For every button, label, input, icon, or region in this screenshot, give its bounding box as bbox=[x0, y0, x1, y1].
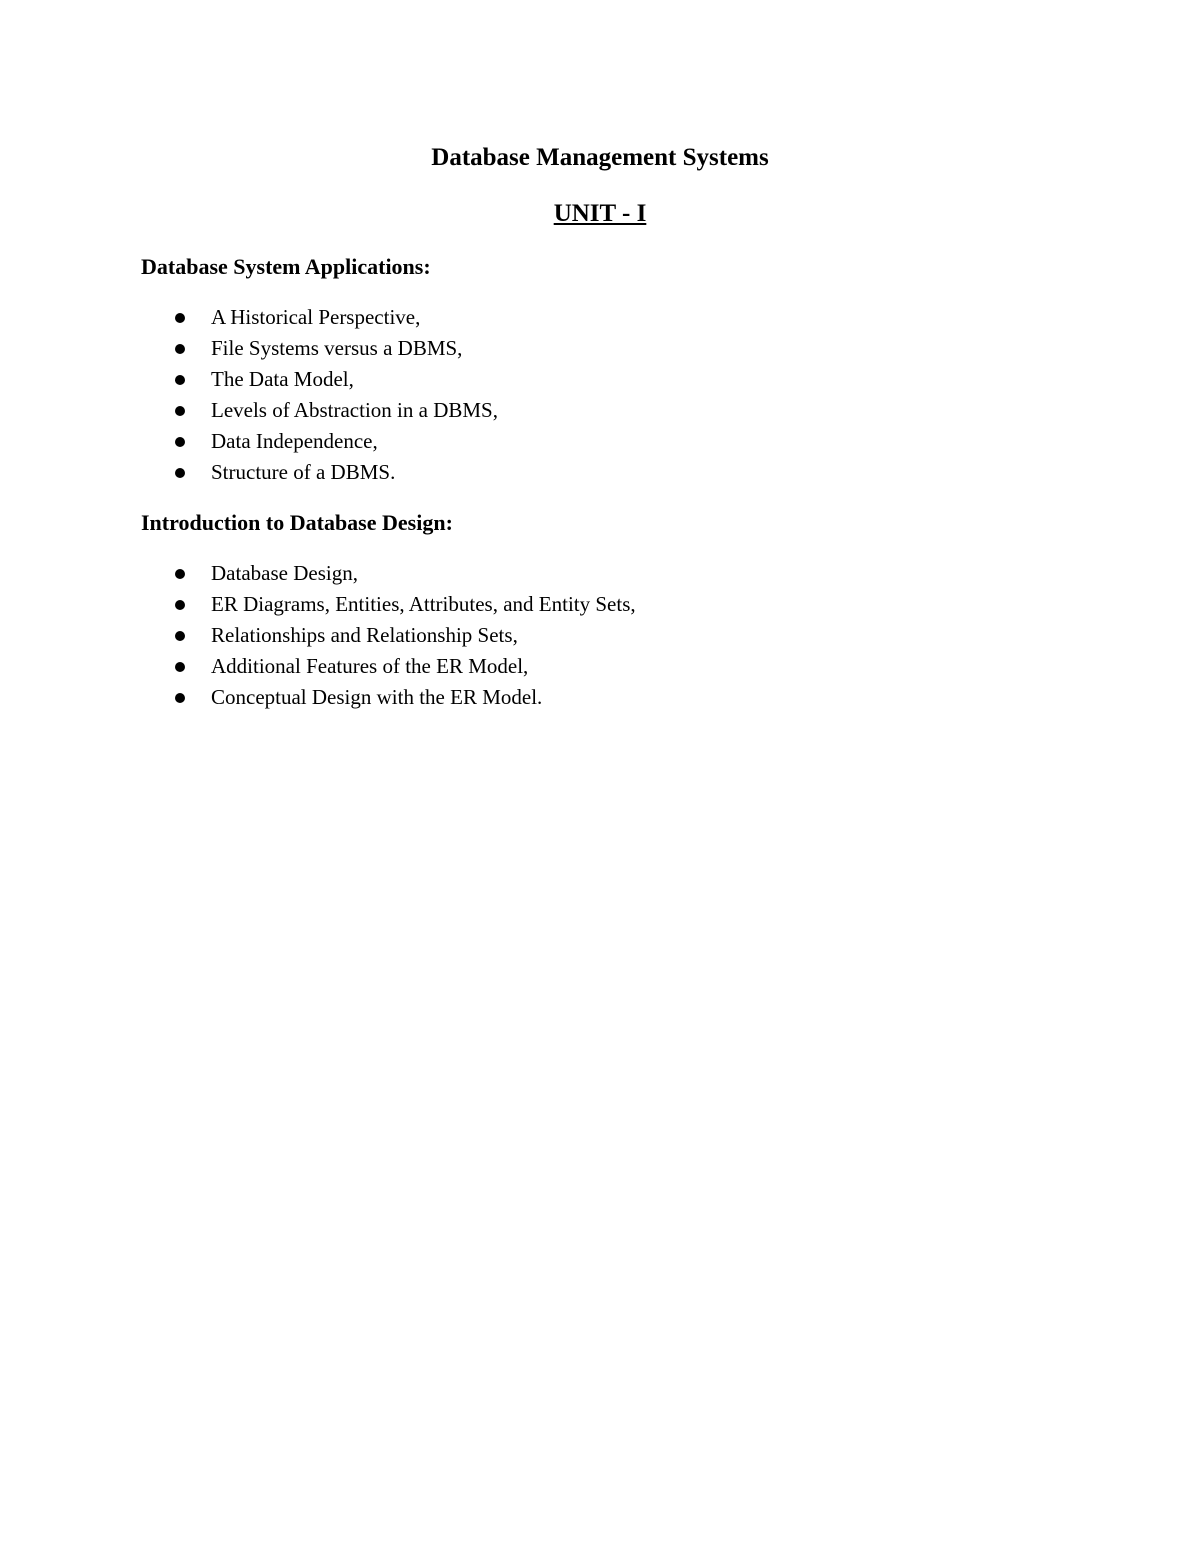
section-heading-applications: Database System Applications: bbox=[141, 254, 431, 279]
bullet-icon bbox=[175, 662, 185, 672]
list-item-text: Data Independence, bbox=[211, 429, 378, 453]
unit-title: UNIT - I bbox=[553, 200, 647, 227]
document-title: Database Management Systems bbox=[431, 144, 769, 171]
bullet-list-design bbox=[0, 558, 1000, 713]
bullet-icon bbox=[175, 600, 185, 610]
list-item-text: The Data Model, bbox=[211, 367, 354, 391]
list-item-text: Database Design, bbox=[211, 561, 358, 585]
section-heading-design: Introduction to Database Design: bbox=[141, 510, 453, 535]
bullet-icon bbox=[175, 693, 185, 703]
bullet-icon bbox=[175, 468, 185, 478]
list-item-text: Relationships and Relationship Sets, bbox=[211, 623, 518, 647]
list-item bbox=[0, 558, 1000, 589]
list-item bbox=[0, 333, 1000, 364]
list-item bbox=[0, 395, 1000, 426]
list-item bbox=[0, 620, 1000, 651]
list-item-text: Structure of a DBMS. bbox=[211, 460, 396, 484]
bullet-icon bbox=[175, 631, 185, 641]
list-item bbox=[0, 302, 1000, 333]
bullet-icon bbox=[175, 375, 185, 385]
list-item bbox=[0, 651, 1000, 682]
list-item bbox=[0, 364, 1000, 395]
list-item bbox=[0, 682, 1000, 713]
bullet-list-applications bbox=[0, 302, 1000, 488]
list-item-text: A Historical Perspective, bbox=[211, 305, 421, 329]
bullet-icon bbox=[175, 569, 185, 579]
list-item bbox=[0, 426, 1000, 457]
list-item-text: File Systems versus a DBMS, bbox=[211, 336, 463, 360]
bullet-icon bbox=[175, 313, 185, 323]
list-item bbox=[0, 589, 1000, 620]
bullet-icon bbox=[175, 344, 185, 354]
bullet-icon bbox=[175, 406, 185, 416]
list-item-text: Additional Features of the ER Model, bbox=[211, 654, 529, 678]
list-item-text: Levels of Abstraction in a DBMS, bbox=[211, 398, 498, 422]
list-item bbox=[0, 457, 1000, 488]
list-item-text: ER Diagrams, Entities, Attributes, and Entity Sets, bbox=[211, 592, 636, 616]
list-item-text: Conceptual Design with the ER Model. bbox=[211, 685, 543, 709]
bullet-icon bbox=[175, 437, 185, 447]
